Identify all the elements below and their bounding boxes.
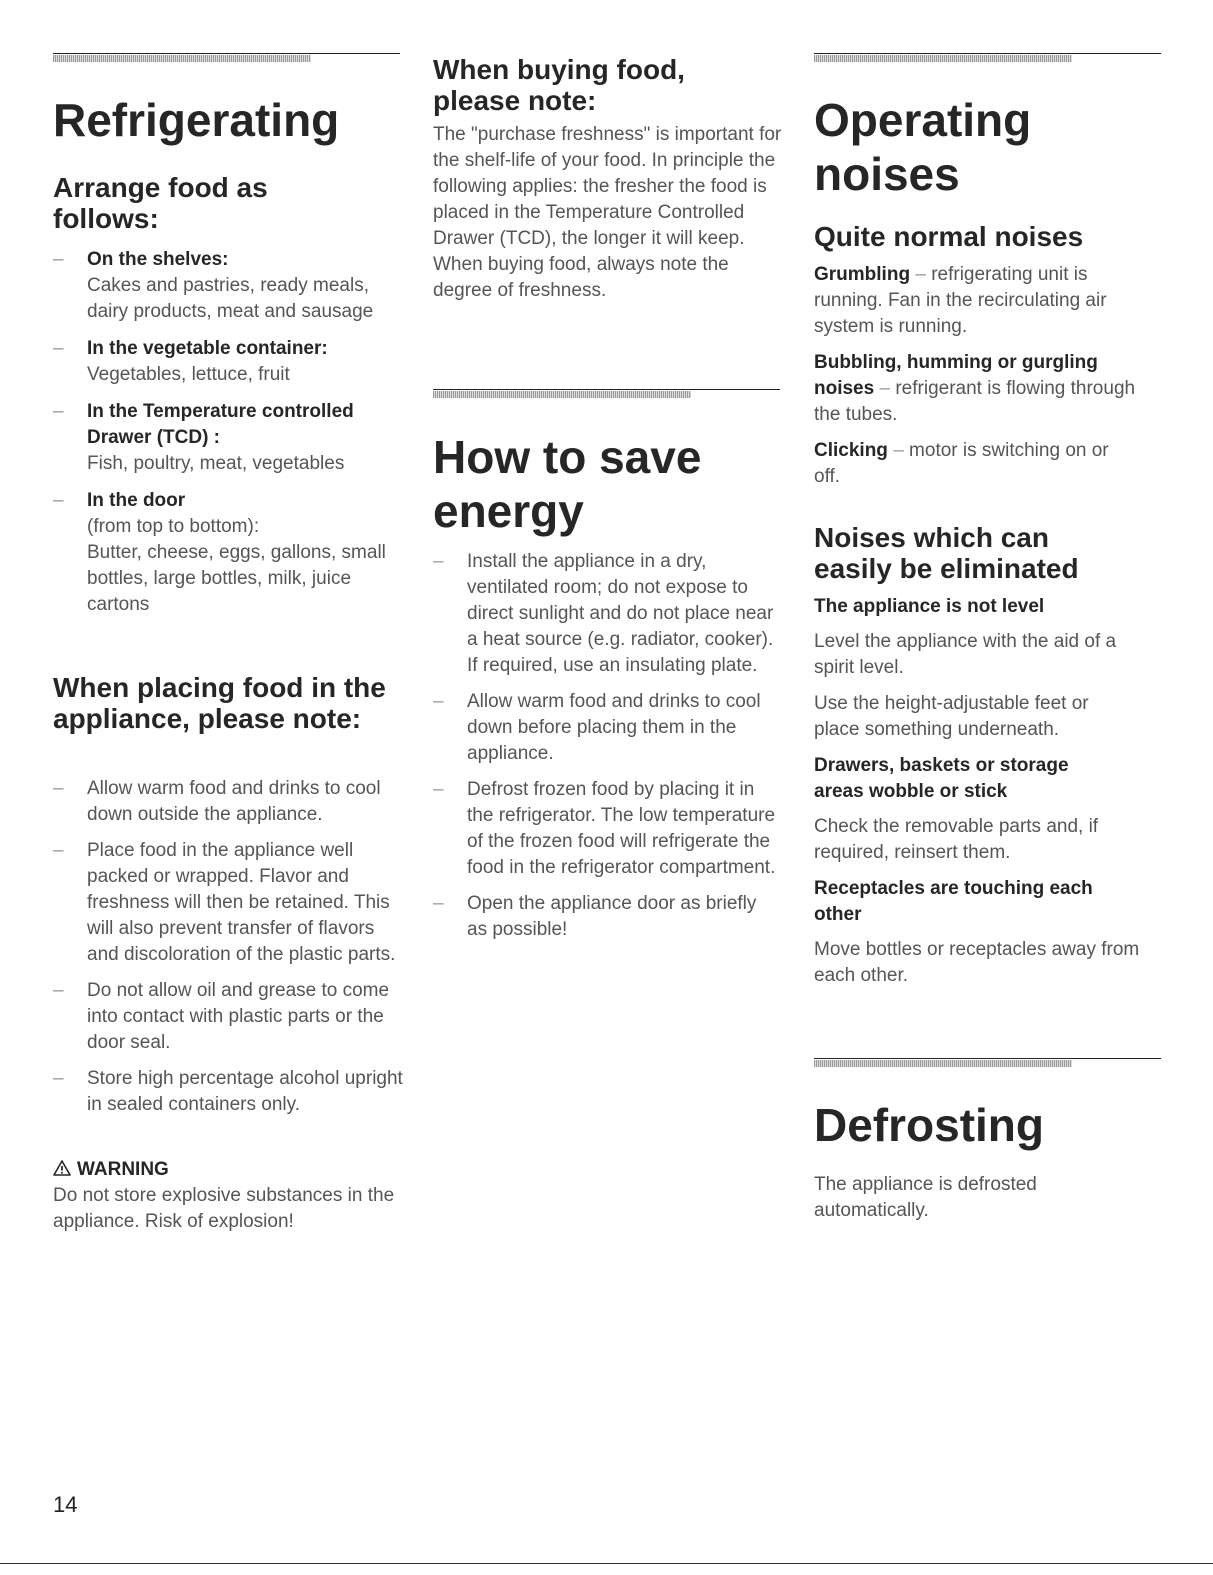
- warning-text: Do not store explosive substances in the appliance. Risk of explosion!: [53, 1185, 395, 1232]
- subheading: Drawers, baskets or storage areas wobble or stick: [814, 755, 1069, 802]
- list-item: – On the shelves: Cakes and pastries, ready meals, dairy products, meat and sausage: [53, 249, 374, 322]
- save-energy-list: [433, 549, 778, 943]
- operating-noises-title: Operating noises: [814, 94, 1032, 200]
- page-number: 14: [53, 1492, 78, 1517]
- paragraph: Check the removable parts and, if required, reinsert them.: [814, 816, 1099, 863]
- section-rule: [814, 1058, 1161, 1065]
- buying-food-title: When buying food, please note:: [433, 54, 685, 116]
- section-rule: [53, 53, 400, 60]
- paragraph: Level the appliance with the aid of a spirit level.: [814, 631, 1117, 678]
- list-item: – In the door (from top to bottom): Butter, cheese, eggs, gallons, small bottles, large bottles, milk, juice cartons: [53, 490, 386, 615]
- warning-icon: [53, 1160, 71, 1176]
- subheading: The appliance is not level: [814, 596, 1045, 617]
- list-item: – Place food in the appliance well packed or wrapped. Flavor and freshness will then be retained. This will also prevent transfer of flavors and discoloration of the plastic parts.: [53, 840, 396, 965]
- list-item: – Allow warm food and drinks to cool down outside the appliance.: [53, 778, 381, 825]
- list-item: Clicking – motor is switching on or off.: [814, 440, 1109, 487]
- list-item: – Install the appliance in a dry, ventilated room; do not expose to direct sunlight and do not place near a heat source (e.g. radiator, cooker). If required, use an insulating plate.: [433, 551, 774, 676]
- defrosting-title: Defrosting: [814, 1099, 1044, 1151]
- save-energy-title: How to save energy: [433, 431, 702, 537]
- list-item: Grumbling – refrigerating unit is running. Fan in the recirculating air system is running.: [814, 264, 1107, 337]
- list-item: – In the vegetable container: Vegetables, lettuce, fruit: [53, 338, 328, 385]
- placing-food-list: [53, 776, 403, 1118]
- eliminated-noises-title: Noises which can easily be eliminated: [814, 522, 1079, 584]
- paragraph: Move bottles or receptacles away from each other.: [814, 939, 1140, 986]
- defrosting-text: The appliance is defrosted automatically.: [814, 1174, 1037, 1221]
- normal-noises-list: [814, 262, 1159, 490]
- list-item: – In the Temperature controlled Drawer (TCD) : Fish, poultry, meat, vegetables: [53, 401, 354, 474]
- list-item: – Open the appliance door as briefly as possible!: [433, 893, 757, 940]
- placing-food-title: When placing food in the appliance, please note:: [53, 672, 386, 734]
- list-item: Bubbling, humming or gurgling noises – refrigerant is flowing through the tubes.: [814, 352, 1136, 425]
- arrange-food-title: Arrange food as follows:: [53, 172, 268, 234]
- list-item: – Defrost frozen food by placing it in the refrigerator. The low temperature of the frozen food will refrigerate the food in the refrigerator compartment.: [433, 779, 776, 878]
- section-rule: [433, 389, 780, 396]
- list-item: – Store high percentage alcohol upright in sealed containers only.: [53, 1068, 403, 1115]
- warning-label: WARNING: [77, 1159, 169, 1180]
- subheading: Receptacles are touching each other: [814, 878, 1093, 925]
- arrange-food-list: [53, 247, 403, 618]
- paragraph: Use the height-adjustable feet or place something underneath.: [814, 693, 1089, 740]
- section-rule: [814, 53, 1161, 60]
- page-bottom-rule: [0, 1563, 1213, 1564]
- eliminated-noises-list: [814, 594, 1159, 989]
- list-item: – Do not allow oil and grease to come into contact with plastic parts or the door seal.: [53, 980, 390, 1053]
- list-item: – Allow warm food and drinks to cool down before placing them in the appliance.: [433, 691, 761, 764]
- buying-food-text: The "purchase freshness" is important for the shelf-life of your food. In principle the following applies: the fresher the food is placed in the Temperature Controlled Drawer (TCD), the longer it will keep. When buying food, always note the degree of freshness.: [433, 124, 782, 301]
- warning-block: [53, 1157, 405, 1235]
- refrigerating-title: Refrigerating: [53, 94, 340, 146]
- normal-noises-title: Quite normal noises: [814, 221, 1084, 252]
